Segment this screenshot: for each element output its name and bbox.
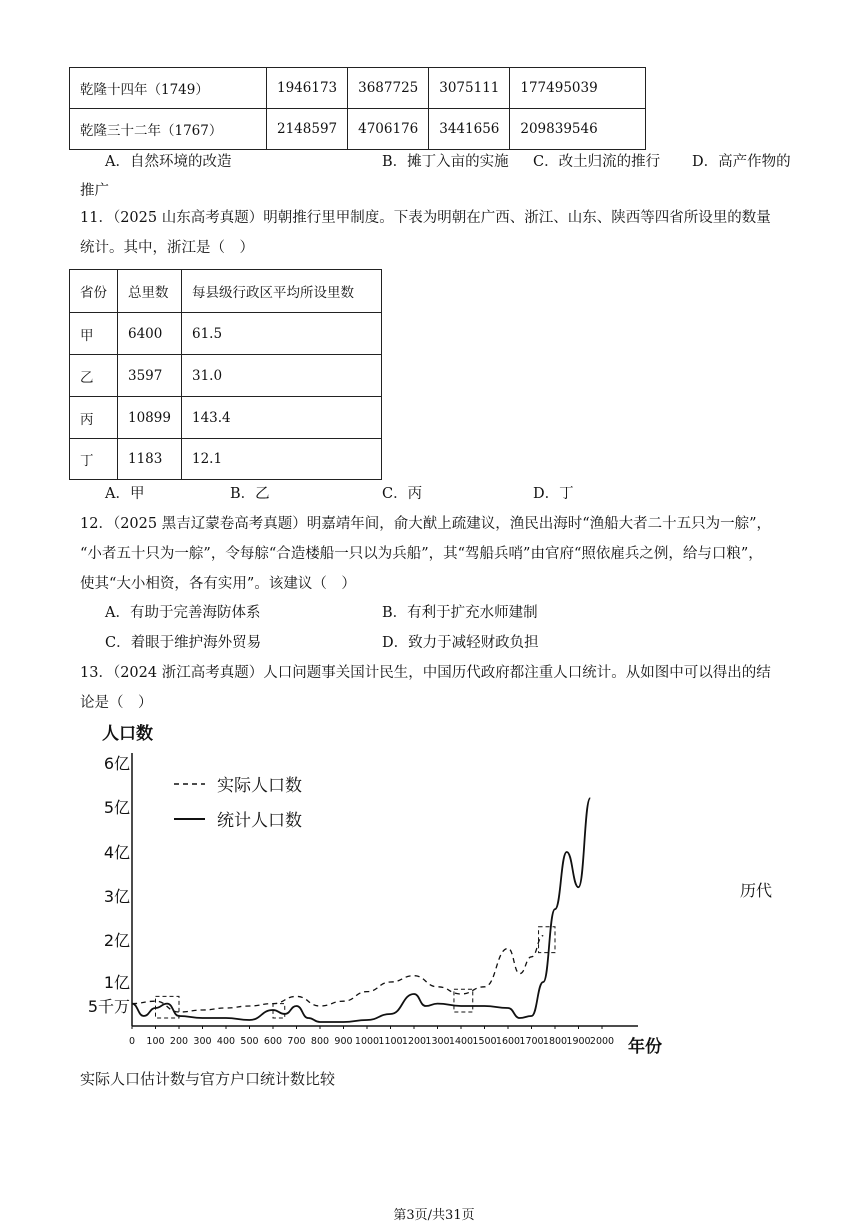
q10-option-b[interactable]: B．摊丁入亩的实施: [382, 154, 509, 170]
table-cell: 177495039: [510, 68, 646, 109]
series-line-official: [132, 798, 590, 1022]
q12-option-a[interactable]: A．有助于完善海防体系: [105, 605, 261, 621]
q11-option-a[interactable]: A．甲: [105, 486, 145, 502]
table-cell: 1946173: [267, 68, 348, 109]
table-cell: 乙: [70, 355, 118, 397]
table-cell: 3597: [118, 355, 182, 397]
q10-option-c[interactable]: C．改土归流的推行: [533, 154, 661, 170]
y-tick-label: 5千万: [87, 997, 130, 1016]
x-tick-label: 600: [263, 1036, 283, 1047]
page-number: 第3页/共31页: [393, 1208, 475, 1223]
x-tick-label: 1300: [425, 1036, 450, 1047]
q13-stem-line2: 论是（ ）: [80, 695, 153, 711]
x-tick-label: 800: [310, 1036, 330, 1047]
table-cell: 乾隆三十二年（1767）: [70, 109, 267, 150]
x-tick-label: 2000: [589, 1036, 615, 1047]
x-tick-label: 1200: [401, 1036, 427, 1047]
table-cell: 1183: [118, 439, 182, 480]
q12-option-d[interactable]: D．致力于减轻财政负担: [382, 635, 539, 651]
q11-stem-line1: 11．（2025 山东高考真题）明朝推行里甲制度。下表为明朝在广西、浙江、山东、陕西等四省所设里的数量: [80, 210, 771, 226]
table-cell: 12.1: [182, 439, 382, 480]
table-row: [70, 109, 646, 150]
x-tick-label: 500: [240, 1036, 259, 1047]
q12-stem-line3: 使其“大小相资，各有实用”。该建议（ ）: [80, 576, 356, 592]
table-row: [70, 439, 382, 480]
x-tick-label: 1400: [448, 1036, 474, 1047]
x-tick-label: 1900: [566, 1036, 591, 1047]
q12-stem-line1: 12．（2025 黑吉辽蒙卷高考真题）明嘉靖年间，俞大猷上疏建议，渔民出海时“渔船大者二十五只为一䑸”，: [80, 516, 772, 532]
x-tick-label: 1700: [519, 1036, 544, 1047]
q11-option-c[interactable]: C．丙: [382, 486, 423, 502]
q12-stem-line2: “小者五十只为一䑸”，令每䑸“合造楼船一只以为兵船”，其“驾船兵哨”由官府“照依雇兵之例，给与口粮”，: [80, 546, 763, 562]
q11-option-b[interactable]: B．乙: [230, 486, 270, 502]
table-cell: 甲: [70, 313, 118, 355]
y-tick-label: 1亿: [103, 973, 130, 992]
table-row: [70, 313, 382, 355]
y-tick-label: 4亿: [103, 843, 130, 862]
table-cell: 4706176: [348, 109, 429, 150]
table-cell: 31.0: [182, 355, 382, 397]
q10-option-a[interactable]: A．自然环境的改造: [105, 154, 232, 170]
x-tick-label: 100: [146, 1036, 165, 1047]
x-tick-label: 1500: [472, 1036, 497, 1047]
x-tick-label: 0: [128, 1036, 136, 1047]
x-axis-label: 年份: [628, 1037, 662, 1057]
q12-option-c[interactable]: C．着眼于维护海外贸易: [105, 635, 262, 651]
table-cell: 3687725: [348, 68, 429, 109]
series-line-actual: [132, 936, 543, 1012]
legend-label: 实际人口数: [217, 776, 302, 796]
q12-option-b[interactable]: B．有利于扩充水师建制: [382, 605, 538, 621]
q10-option-d[interactable]: D．高产作物的: [692, 154, 791, 170]
table-cell: 丁: [70, 439, 118, 480]
table-cell: 2148597: [267, 109, 348, 150]
table-row: [70, 355, 382, 397]
x-tick-label: 300: [193, 1036, 212, 1047]
table-header: 总里数: [118, 270, 182, 313]
table-cell: 乾隆十四年（1749）: [70, 68, 267, 109]
table-header-row: [70, 270, 382, 313]
population-chart: [60, 715, 700, 1065]
x-tick-label: 1800: [542, 1036, 568, 1047]
side-label: 历代: [740, 881, 773, 900]
x-tick-label: 900: [334, 1036, 353, 1047]
legend-label: 统计人口数: [217, 811, 302, 831]
table-header: 省份: [70, 270, 118, 313]
q10-option-d-continuation: 推广: [80, 183, 109, 199]
q11-stem-line2: 统计。其中，浙江是（ ）: [80, 240, 254, 256]
table-cell: 209839546: [510, 109, 646, 150]
table-cell: 61.5: [182, 313, 382, 355]
y-tick-label: 2亿: [103, 931, 130, 950]
table-cell: 6400: [118, 313, 182, 355]
comparison-box: [454, 989, 473, 1012]
y-tick-label: 5亿: [103, 798, 130, 817]
chart-caption: 实际人口估计数与官方户口统计数比较: [80, 1070, 336, 1088]
x-tick-label: 700: [287, 1036, 306, 1047]
x-tick-label: 200: [169, 1036, 189, 1047]
population-table: [69, 67, 646, 150]
table-row: [70, 68, 646, 109]
q13-stem-line1: 13．（2024 浙江高考真题）人口问题事关国计民生，中国历代政府都注重人口统计。从如图中可以得出的结: [80, 665, 771, 681]
table-row: [70, 397, 382, 439]
x-tick-label: 1600: [495, 1036, 521, 1047]
x-tick-label: 1000: [354, 1036, 380, 1047]
li-count-table: [69, 269, 382, 480]
x-tick-label: 400: [216, 1036, 236, 1047]
x-tick-label: 1100: [378, 1036, 403, 1047]
table-cell: 3441656: [429, 109, 510, 150]
q11-option-d[interactable]: D．丁: [533, 486, 574, 502]
table-cell: 10899: [118, 397, 182, 439]
table-cell: 143.4: [182, 397, 382, 439]
y-axis-label: 人口数: [102, 724, 153, 744]
table-cell: 3075111: [429, 68, 510, 109]
comparison-box: [539, 927, 555, 953]
y-tick-label: 6亿: [103, 754, 130, 773]
y-tick-label: 3亿: [103, 887, 130, 906]
table-cell: 丙: [70, 397, 118, 439]
table-header: 每县级行政区平均所设里数: [182, 270, 382, 313]
